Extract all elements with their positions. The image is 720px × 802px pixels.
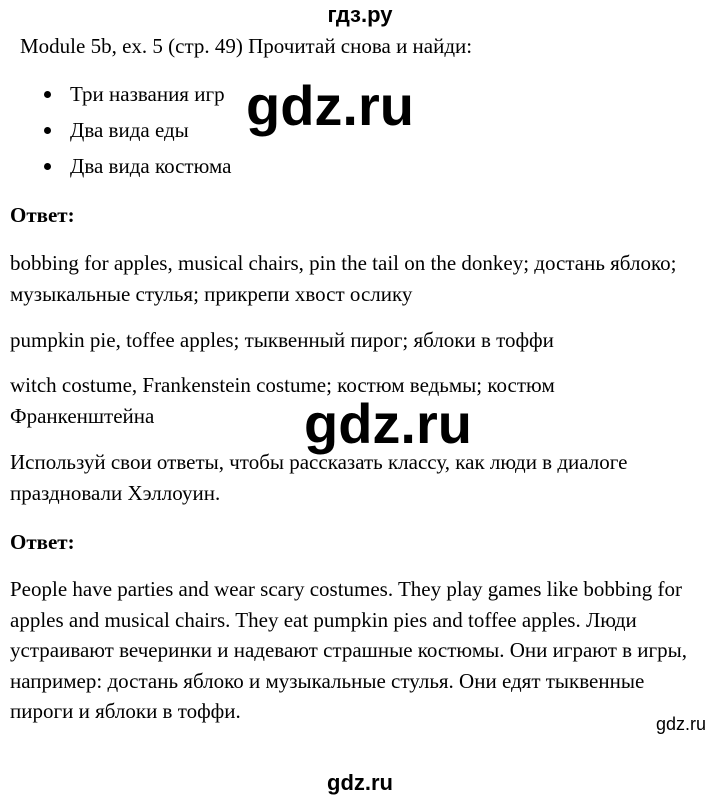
bullet-item: Три названия игр (44, 80, 231, 116)
answer-paragraph: People have parties and wear scary costumes. They play games like bobbing for apples and musical chairs. They eat pumpkin pies and toffee apples. Люди устраивают вечеринки и надевают страшные костюмы. Они играют в игры, например: достань яблоко и музыкальные стулья. Они едят тыквенные пироги и яблоки в тоффи. (10, 577, 688, 723)
answer-label: Ответ: (10, 530, 75, 554)
site-header: гдз.ру (327, 2, 393, 27)
watermark-small: gdz.ru (655, 714, 706, 734)
answer-paragraph: pumpkin pie, toffee apples; тыквенный пирог; яблоки в тоффи (10, 328, 554, 352)
site-footer: gdz.ru (327, 770, 393, 795)
answer-label: Ответ: (10, 203, 75, 227)
bullet-list (44, 80, 231, 188)
watermark-large: gdz.ru (304, 392, 472, 455)
bullet-item: Два вида костюма (44, 152, 231, 188)
answer-paragraph: witch costume, Frankenstein costume; костюм ведьмы; костюм Франкенштейна (10, 373, 555, 428)
bullet-item: Два вида еды (44, 116, 231, 152)
watermark-large: gdz.ru (246, 74, 414, 137)
answer-paragraph: bobbing for apples, musical chairs, pin the tail on the donkey; достань яблоко; музыкальные стулья; прикрепи хвост ослику (10, 251, 677, 306)
task-heading: Module 5b, ex. 5 (стр. 49) Прочитай снова и найди: (20, 34, 473, 58)
task-paragraph: Используй свои ответы, чтобы рассказать классу, как люди в диалоге праздновали Хэллоуин. (10, 450, 628, 505)
